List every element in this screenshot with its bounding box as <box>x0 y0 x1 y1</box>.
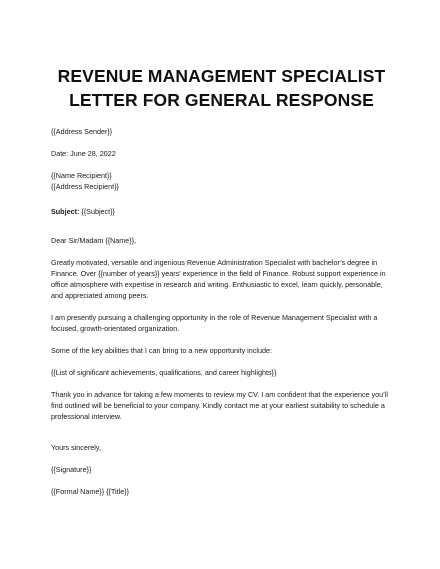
subject-line <box>51 206 392 217</box>
paragraph-abilities: Some of the key abilities that I can bring to a new opportunity include: <box>51 346 272 355</box>
salutation: Dear Sir/Madam {{Name}}, <box>51 236 137 245</box>
paragraph-achievements: {{List of significant achievements, qualifications, and career highlights}} <box>51 368 277 377</box>
address-recipient: {{Address Recipient}} <box>51 182 119 191</box>
paragraph-pursuit: I am presently pursuing a challenging opportunity in the role of Revenue Management Specialist with a focused, growth-orientated organization. <box>51 313 378 333</box>
address-sender: {{Address Sender}} <box>51 127 113 136</box>
letter-date: Date: June 28, 2022 <box>51 149 116 158</box>
title-line-1: REVENUE MANAGEMENT SPECIALIST <box>57 66 386 86</box>
paragraph-closing: Thank you in advance for taking a few moments to review my CV. I am confident that the experience you’ll find outlined will be beneficial to your company. Kindly contact me at your earliest suitability to schedule a professional interview. <box>51 390 388 421</box>
formal-name: {{Formal Name}} {{Title}} <box>51 487 130 496</box>
paragraph-intro: Greatly motivated, versatile and ingenious Revenue Administration Specialist with bachelor’s degree in Finance. Over {{number of years}} years' experience in the field of Finance. Robust support experience in office atmosphere with expertise in research and writing. Enthusiastic to excel, learn quickly, personable, and appreciated among peers. <box>51 258 386 300</box>
letter-title <box>51 0 392 112</box>
closing-phrase: Yours sincerely, <box>51 443 101 452</box>
name-recipient: {{Name Recipient}} <box>51 171 112 180</box>
signature: {{Signature}} <box>51 465 92 474</box>
subject-value: {{Subject}} <box>79 207 115 216</box>
subject-label: Subject: <box>51 207 80 216</box>
title-line-2: LETTER FOR GENERAL RESPONSE <box>69 90 374 110</box>
